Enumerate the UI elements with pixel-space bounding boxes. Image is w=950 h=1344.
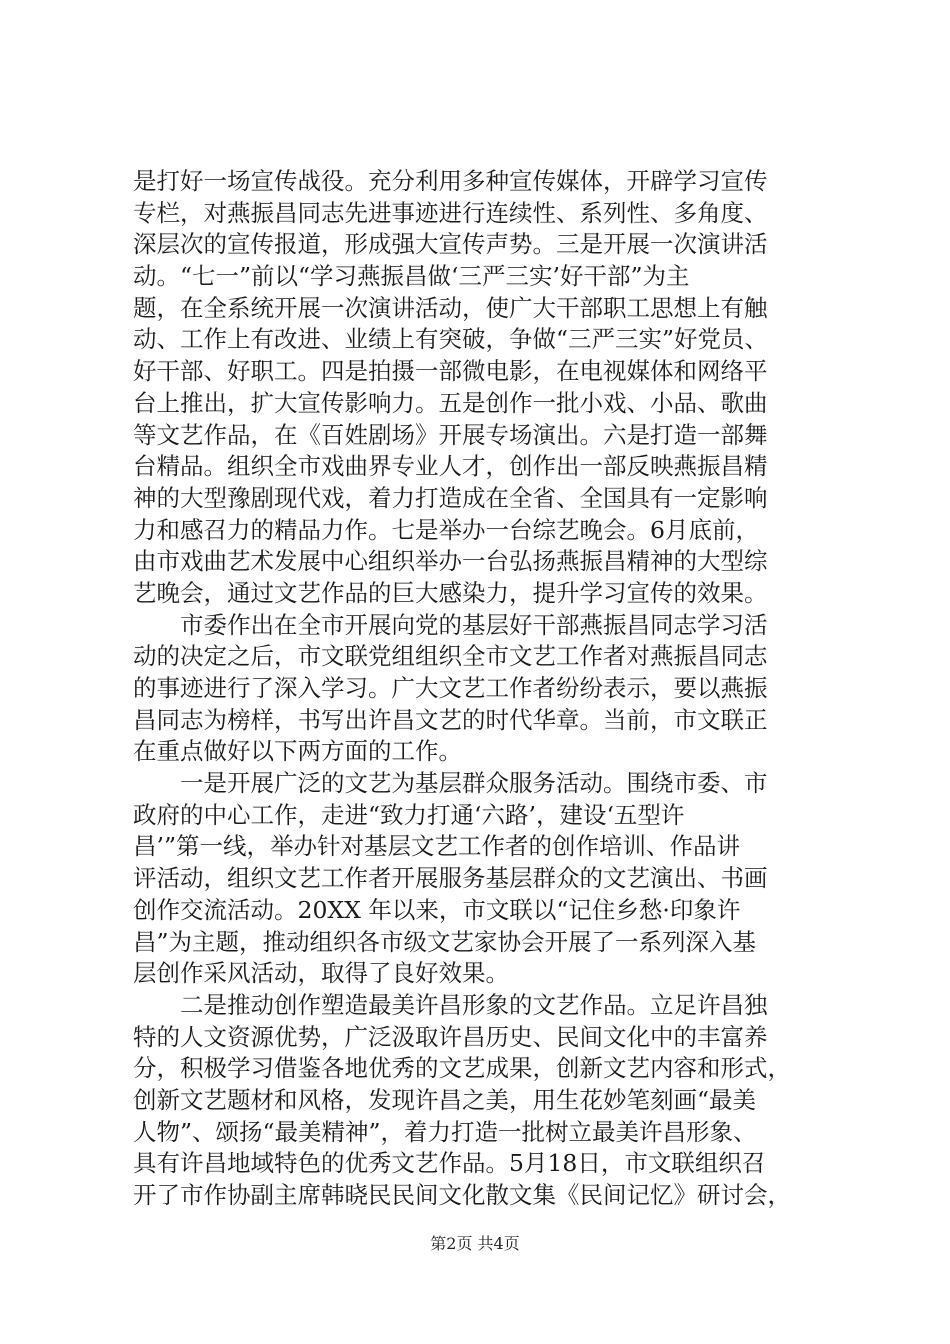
text-line: 好干部、好职工。四是拍摄一部微电影，在电视媒体和网络平 [133,357,768,386]
text-line: 人物”、颂扬“最美精神”，着力打造一批树立最美许昌形象、 [133,1117,757,1146]
text-line: 动、工作上有改进、业绩上有突破，争做“三严三实”好党员、 [133,325,769,354]
document-body [133,166,833,1212]
text-line: 等文艺作品，在《百姓剧场》开展专场演出。六是打造一部舞 [133,420,768,449]
text-line: 评活动，组织文艺工作者开展服务基层群众的文艺演出、书画 [133,864,768,893]
text-line: 在重点做好以下两方面的工作。 [133,737,462,766]
text-line: 台上推出，扩大宣传影响力。五是创作一批小戏、小品、歌曲 [133,388,768,417]
text-line: 的事迹进行了深入学习。广大文艺工作者纷纷表示，要以燕振 [133,674,768,702]
text-line: 昌’”第一线，举办针对基层文艺工作者的创作培训、作品讲 [133,832,740,861]
text-line: 昌同志为榜样，书写出许昌文艺的时代华章。当前，市文联正 [133,705,768,734]
text-line: 神的大型豫剧现代戏，着力打造成在全省、全国具有一定影响 [133,483,768,512]
text-line: 政府的中心工作，走进“致力打通‘六路’，建设‘五型许 [133,800,685,829]
page-footer: 第2页 共4页 [430,1234,520,1253]
text-line: 由市戏曲艺术发展中心组织举办一台弘扬燕振昌精神的大型综 [133,547,768,576]
text-line: 昌”为主题，推动组织各市级文艺家协会开展了一系列深入基 [133,927,757,956]
text-line: 分，积极学习借鉴各地优秀的文艺成果，创新文艺内容和形式， [133,1054,791,1083]
text-line: 深层次的宣传报道，形成强大宣传声势。三是开展一次演讲活 [133,230,768,259]
text-line: 动的决定之后，市文联党组组织全市文艺工作者对燕振昌同志 [133,642,768,671]
text-line: 市委作出在全市开展向党的基层好干部燕振昌同志学习活 [133,610,768,639]
text-line: 二是推动创作塑造最美许昌形象的文艺作品。立足许昌独 [133,990,768,1019]
text-line: 台精品。组织全市戏曲界专业人才，创作出一部反映燕振昌精 [133,452,768,481]
text-line: 艺晚会，通过文艺作品的巨大感染力，提升学习宣传的效果。 [133,578,768,607]
text-line: 层创作采风活动，取得了良好效果。 [133,959,509,988]
text-line: 具有许昌地域特色的优秀文艺作品。5月18日，市文联组织召 [133,1149,766,1178]
text-line: 动。“七一”前以“学习燕振昌做‘三严三实’好干部”为主 [133,262,690,291]
text-line: 特的人文资源优势，广泛汲取许昌历史、民间文化中的丰富养 [133,1022,768,1051]
text-line: 创作交流活动。20XX 年以来，市文联以“记住乡愁·印象许 [133,895,741,924]
text-line: 开了市作协副主席韩晓民民间文化散文集《民间记忆》研讨会， [133,1181,791,1209]
text-line: 一是开展广泛的文艺为基层群众服务活动。围绕市委、市 [133,769,768,798]
text-line: 专栏，对燕振昌同志先进事迹进行连续性、系列性、多角度、 [133,198,768,227]
text-line: 题，在全系统开展一次演讲活动，使广大干部职工思想上有触 [133,293,768,322]
text-line: 创新文艺题材和风格，发现许昌之美，用生花妙笔刻画“最美 [133,1085,757,1114]
text-line: 是打好一场宣传战役。充分利用多种宣传媒体，开辟学习宣传 [133,167,768,195]
text-line: 力和感召力的精品力作。七是举办一台综艺晚会。6月底前， [133,515,759,544]
